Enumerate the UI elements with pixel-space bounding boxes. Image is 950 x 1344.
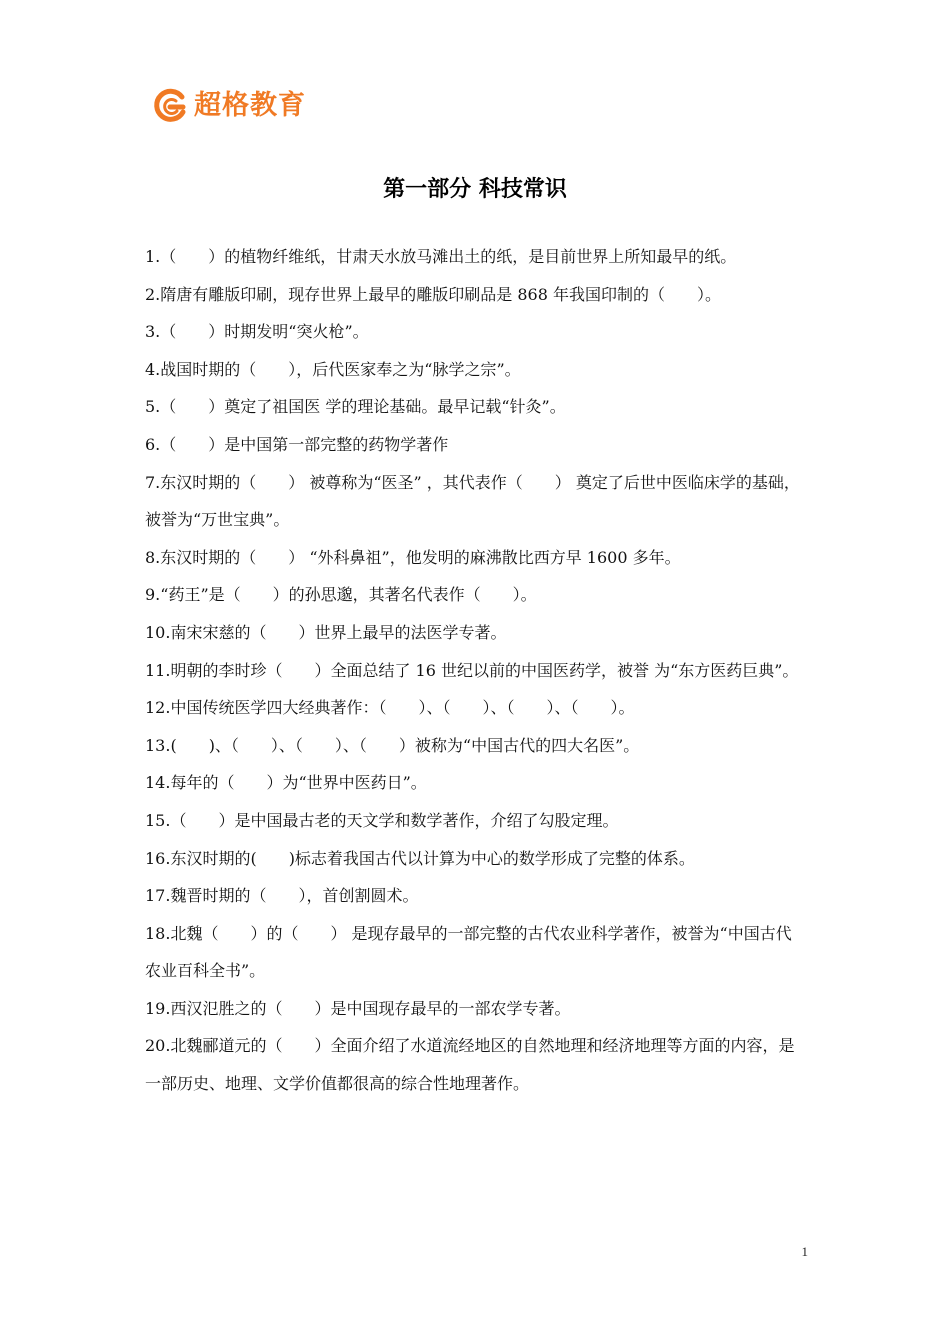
question-item: 4.战国时期的（ ），后代医家奉之为“脉学之宗”。 xyxy=(145,359,521,379)
page-title: 第一部分 科技常识 xyxy=(383,177,567,202)
question-item: 7.东汉时期的（ ） 被尊称为“医圣” ，其代表作（ ） 奠定了后世中医临床学的基础，被誉为“万世宝典”。 xyxy=(145,472,800,530)
question-item: 9.“药王”是（ ）的孙思邈，其著名代表作（ ）。 xyxy=(145,585,537,605)
question-item: 3.（ ）时期发明“突火枪”。 xyxy=(145,322,369,342)
question-item: 17.魏晋时期的（ ），首创割圆术。 xyxy=(145,886,419,906)
question-item: 20.北魏郦道元的（ ）全面介绍了水道流经地区的自然地理和经济地理等方面的内容，是一部历史、地理、文学价值都很高的综合性地理著作。 xyxy=(145,1036,795,1094)
question-item: 15.（ ）是中国最古老的天文学和数学著作，介绍了勾股定理。 xyxy=(145,810,619,830)
question-item: 16.东汉时期的( )标志着我国古代以计算为中心的数学形成了完整的体系。 xyxy=(145,848,695,868)
question-item: 10.南宋宋慈的（ ）世界上最早的法医学专著。 xyxy=(145,622,507,642)
logo-g-icon xyxy=(152,88,188,124)
question-item: 14.每年的（ ）为“世界中医药日”。 xyxy=(145,773,427,793)
page-number: 1 xyxy=(801,1244,808,1259)
question-item: 5.（ ）奠定了祖国医 学的理论基础。最早记载“针灸”。 xyxy=(145,397,566,417)
logo-text: 超格教育 xyxy=(194,90,306,121)
question-item: 19.西汉氾胜之的（ ）是中国现存最早的一部农学专著。 xyxy=(145,998,571,1018)
question-item: 2.隋唐有雕版印刷，现存世界上最早的雕版印刷品是 868 年我国印制的（ ）。 xyxy=(145,284,721,304)
question-item: 13.( )、（ ）、（ ）、（ ）被称为“中国古代的四大名医”。 xyxy=(145,735,640,755)
brand-logo xyxy=(152,86,306,126)
question-item: 6.（ ）是中国第一部完整的药物学著作 xyxy=(145,434,449,454)
question-item: 1.（ ）的植物纤维纸，甘肃天水放马滩出土的纸，是目前世界上所知最早的纸。 xyxy=(145,247,737,266)
question-item: 18.北魏（ ）的（ ） 是现存最早的一部完整的古代农业科学著作，被誉为“中国古代农业百科全书”。 xyxy=(145,923,792,981)
question-item: 8.东汉时期的（ ） “外科鼻祖”，他发明的麻沸散比西方早 1600 多年。 xyxy=(145,547,681,567)
question-list xyxy=(145,238,807,1103)
question-item: 11.明朝的李时珍（ ）全面总结了 16 世纪以前的中国医药学，被誉 为“东方医药巨典”。 xyxy=(145,660,799,680)
question-item: 12.中国传统医学四大经典著作：（ ）、（ ）、（ ）、（ ）。 xyxy=(145,698,635,718)
